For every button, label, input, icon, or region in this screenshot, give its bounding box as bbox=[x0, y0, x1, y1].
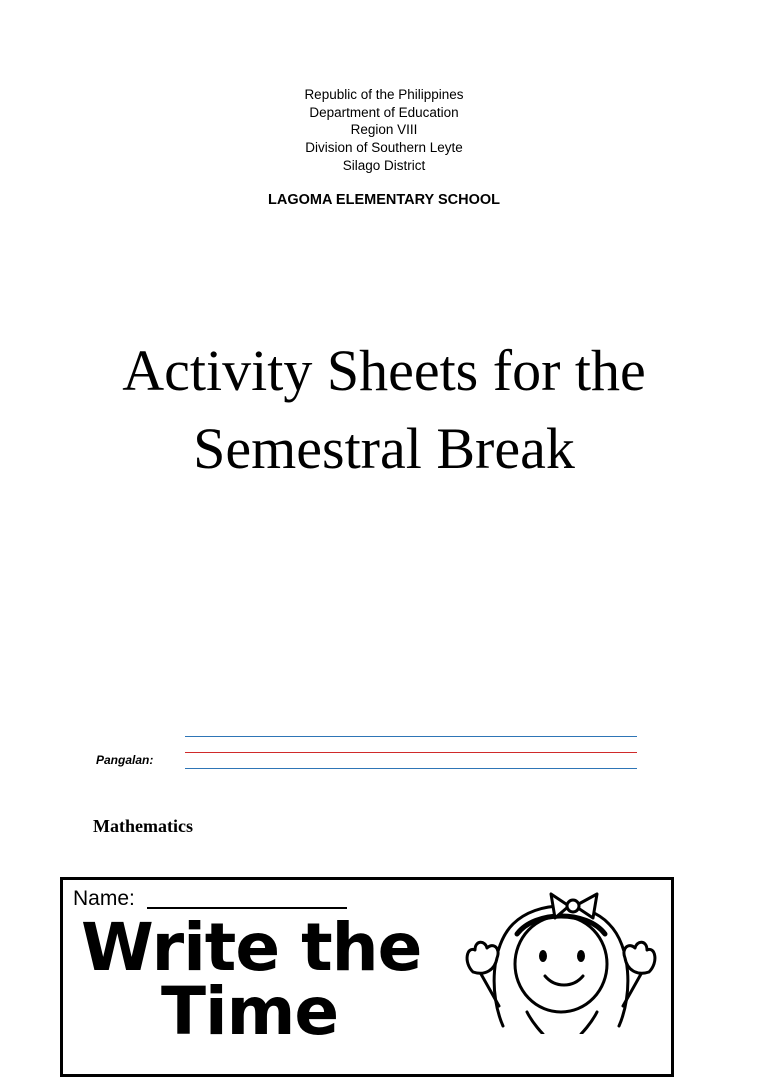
header-division: Division of Southern Leyte bbox=[305, 140, 463, 155]
name-guide-top-line bbox=[185, 736, 637, 737]
name-guide-mid-line bbox=[185, 752, 637, 753]
header-republic: Republic of the Philippines bbox=[304, 87, 464, 102]
worksheet-name-label: Name: bbox=[73, 887, 135, 910]
name-label: Pangalan: bbox=[96, 753, 154, 767]
cartoon-girl-icon bbox=[451, 884, 674, 1034]
subject-heading: Mathematics bbox=[93, 816, 193, 836]
school-name: LAGOMA ELEMENTARY SCHOOL bbox=[268, 192, 500, 208]
document-title-line-1: Activity Sheets for the bbox=[122, 338, 646, 403]
worksheet-preview bbox=[60, 877, 674, 1077]
header-region: Region VIII bbox=[350, 122, 418, 137]
header-department: Department of Education bbox=[309, 105, 459, 120]
document-title-line-2: Semestral Break bbox=[193, 416, 575, 481]
name-guide-bottom-line bbox=[185, 768, 637, 769]
header-district: Silago District bbox=[342, 158, 426, 173]
worksheet-title-line-1: Write the bbox=[81, 909, 422, 986]
worksheet-title-line-2: Time bbox=[161, 973, 339, 1050]
